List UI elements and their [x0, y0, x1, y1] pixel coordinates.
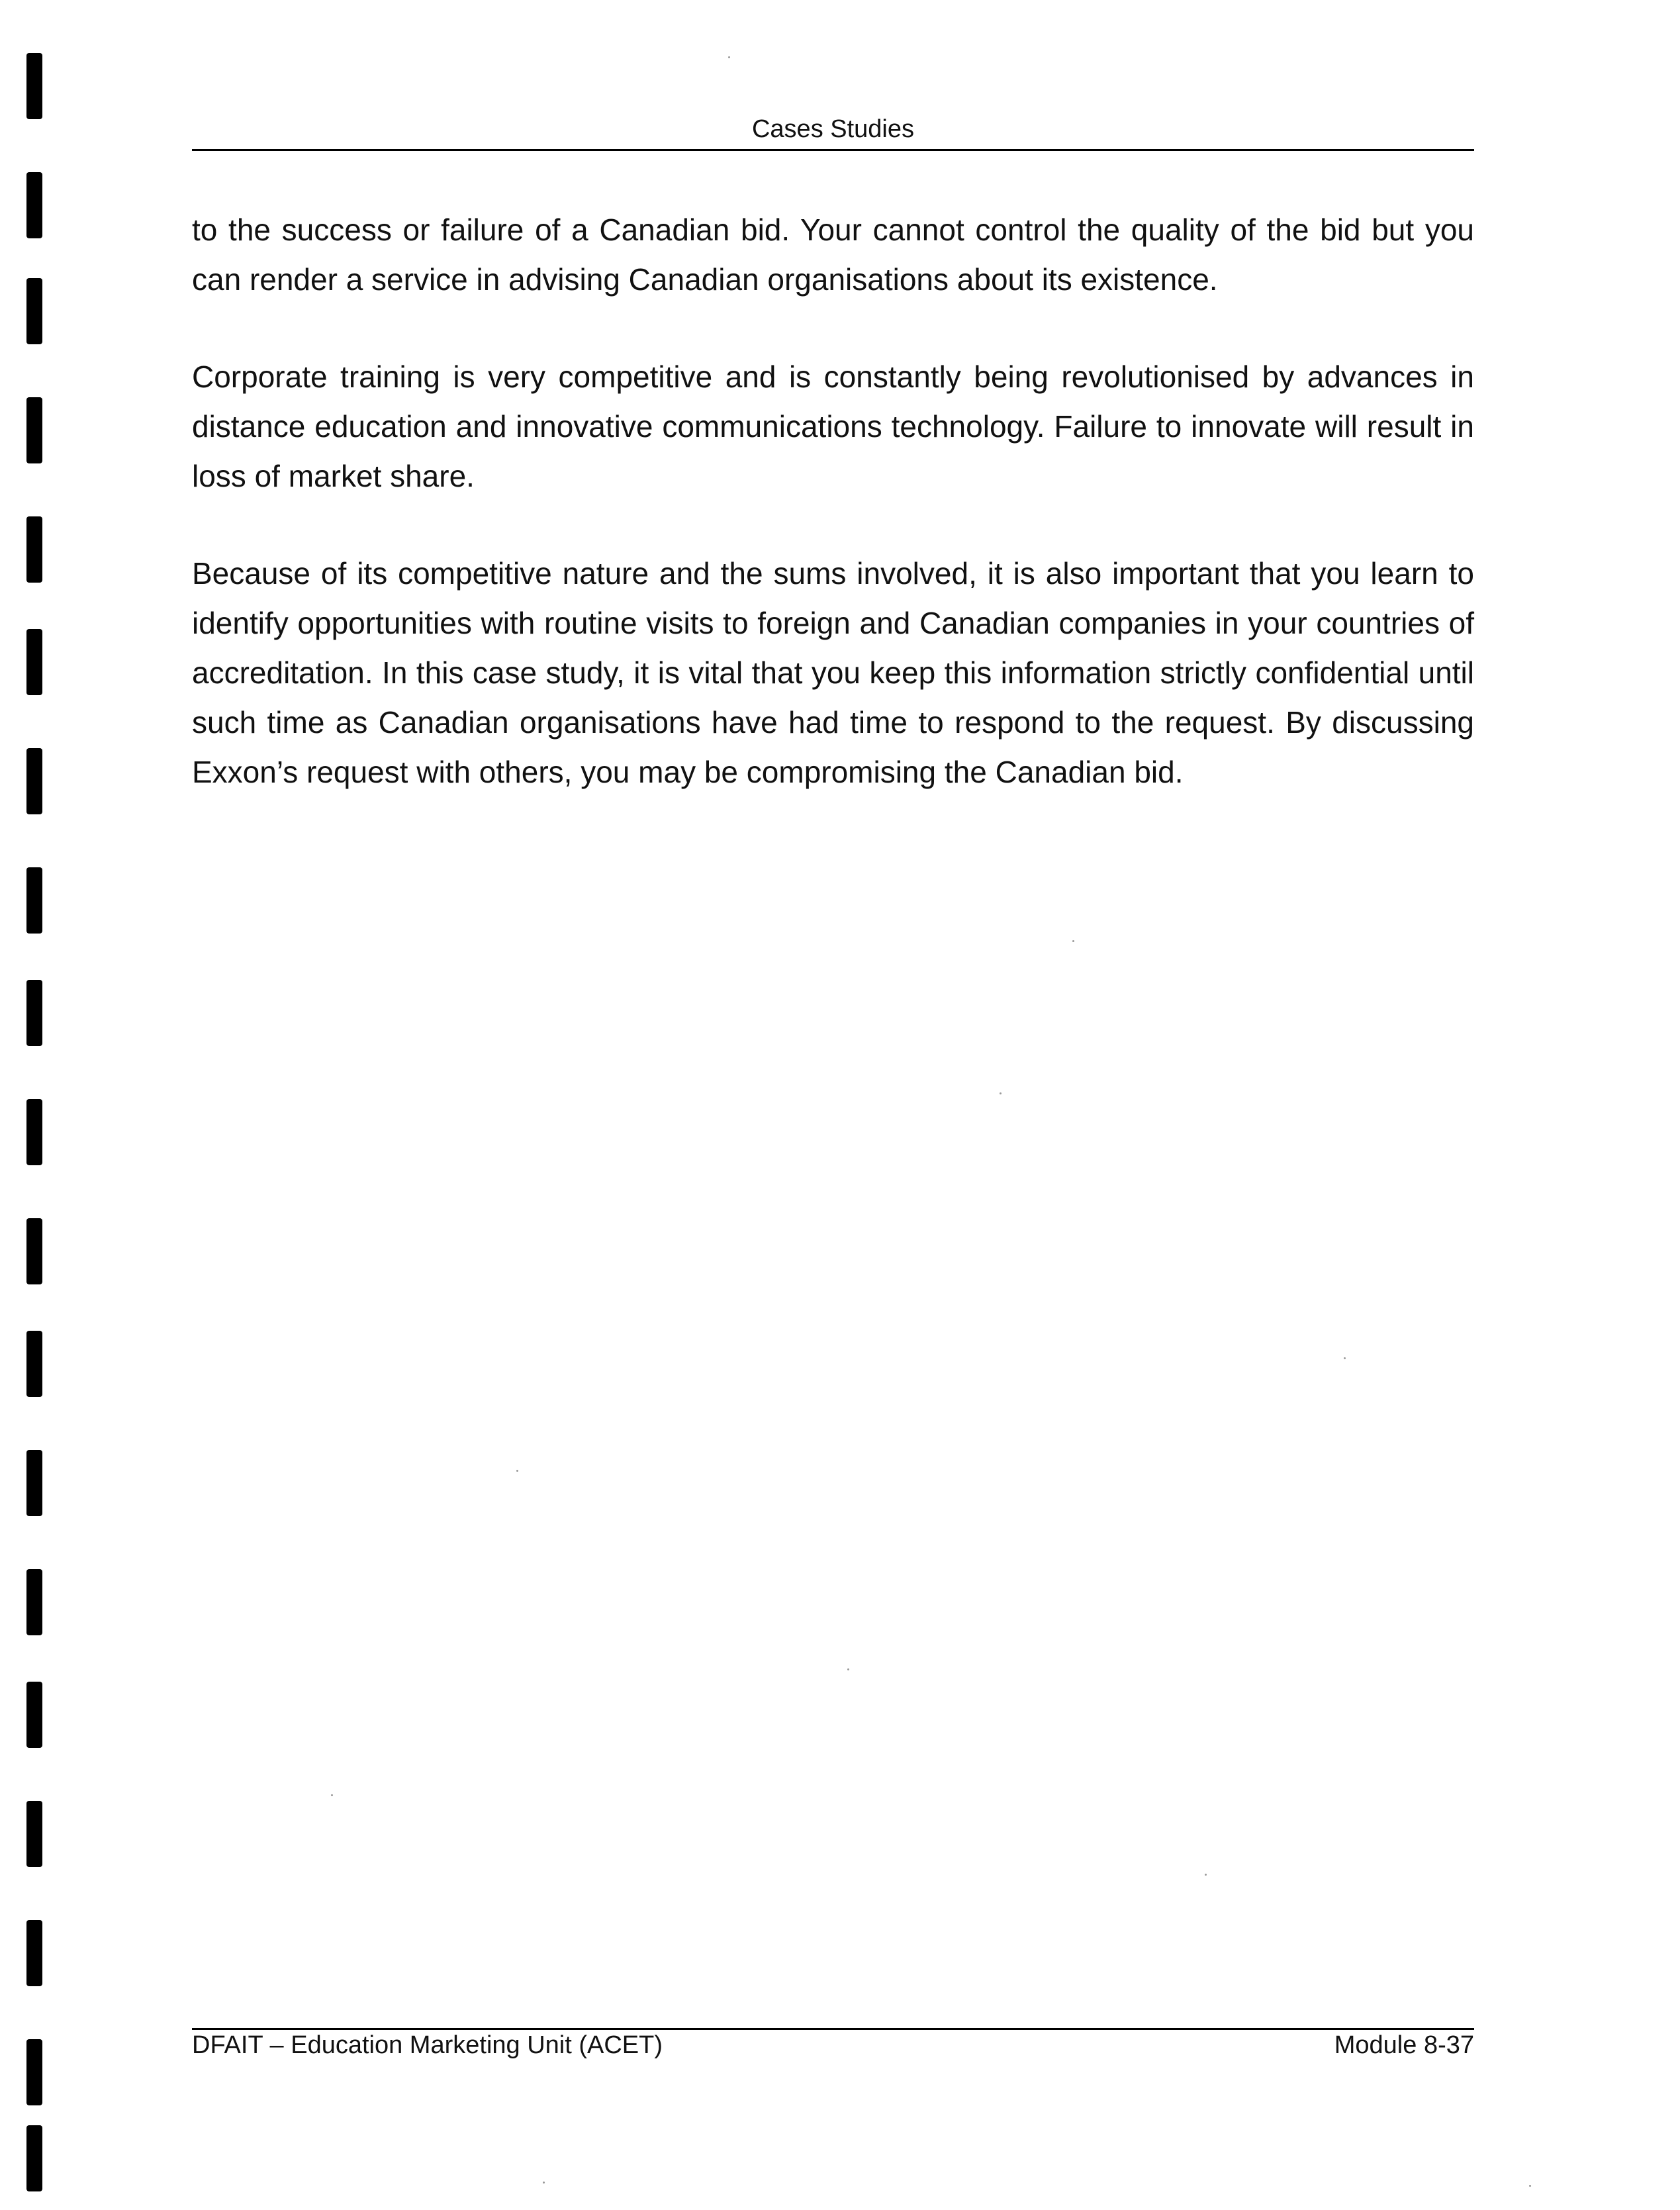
body-text: [192, 205, 1474, 845]
scan-speck: [516, 1470, 518, 1472]
binding-hole: [26, 629, 42, 695]
binding-hole: [26, 172, 42, 238]
scan-speck: [1072, 940, 1074, 942]
scan-speck: [331, 1794, 333, 1796]
binding-hole: [26, 53, 42, 119]
header-rule: [192, 149, 1474, 151]
binding-hole: [26, 397, 42, 463]
scan-speck: [847, 1668, 849, 1670]
scan-speck: [1000, 1092, 1002, 1094]
paragraph: Because of its competitive nature and the sums involved, it is also important that you learn to identify opportunities with routine visits to foreign and Canadian companies in your countries of accreditation. In this case study, it is vital that you keep this information strictly confidential until such time as Canadian organisations have had time to respond to the request. By discussing Exxon’s request with others, you may be compromising the Canadian bid.: [192, 556, 1474, 789]
binding-hole: [26, 2039, 42, 2105]
footer-page-number: Module 8-37: [1334, 2031, 1474, 2059]
footer-rule: [192, 2028, 1474, 2030]
paragraph: Corporate training is very competitive and is constantly being revolutionised by advances in distance education and innovative communications technology. Failure to innovate will result in loss of market share.: [192, 360, 1474, 493]
binding-hole: [26, 1801, 42, 1867]
binding-hole: [26, 1099, 42, 1165]
running-header: Cases Studies: [751, 115, 914, 143]
scan-speck: [1529, 2185, 1531, 2187]
scan-speck: [1205, 1874, 1207, 1876]
binding-hole: [26, 1218, 42, 1284]
binding-hole: [26, 980, 42, 1046]
binding-hole: [26, 516, 42, 583]
binding-hole: [26, 867, 42, 934]
footer-organization: DFAIT – Education Marketing Unit (ACET): [192, 2031, 663, 2059]
scan-speck: [543, 2182, 545, 2184]
binding-hole: [26, 1682, 42, 1748]
scan-speck: [728, 56, 730, 58]
binding-hole: [26, 1331, 42, 1397]
binding-hole: [26, 1920, 42, 1986]
binding-hole: [26, 748, 42, 814]
scan-speck: [1344, 1357, 1346, 1359]
paragraph: to the success or failure of a Canadian bid. Your cannot control the quality of the bid but you can render a service in advising Canadian organisations about its existence.: [192, 213, 1474, 297]
binding-hole: [26, 278, 42, 344]
binding-holes: [26, 53, 53, 2198]
binding-hole: [26, 1569, 42, 1635]
binding-hole: [26, 2125, 42, 2191]
binding-hole: [26, 1450, 42, 1516]
